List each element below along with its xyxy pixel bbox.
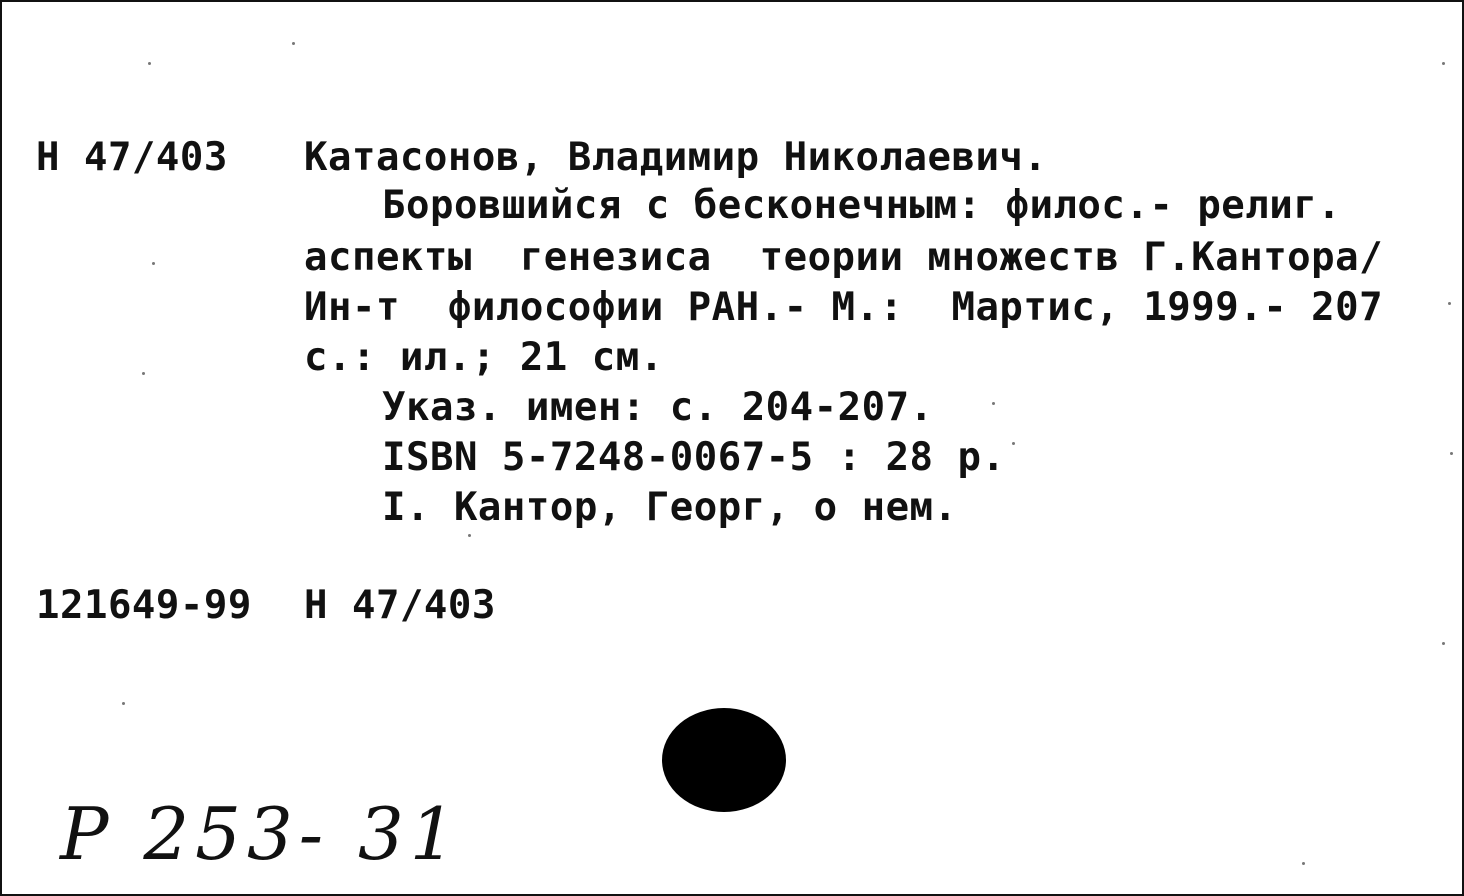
- scan-speck: [1448, 302, 1451, 305]
- scan-speck: [992, 402, 995, 405]
- scan-speck: [148, 62, 151, 65]
- isbn-line: ISBN 5-7248-0067-5 : 28 р.: [382, 435, 1006, 480]
- call-number-top: Н 47/403: [36, 135, 228, 180]
- call-number-bottom: Н 47/403: [304, 583, 496, 628]
- inventory-number: 121649-99: [36, 583, 252, 628]
- scan-speck: [122, 702, 125, 705]
- scan-speck: [1442, 62, 1445, 65]
- scan-speck: [1450, 452, 1453, 455]
- title-line-1: Боровшийся с бесконечным: филос.- религ.: [382, 183, 1342, 228]
- title-line-4: с.: ил.; 21 см.: [304, 335, 664, 380]
- scan-speck: [1302, 862, 1305, 865]
- handwritten-code: Р 253- 31: [60, 792, 462, 876]
- scan-speck: [142, 372, 145, 375]
- title-line-3: Ин-т философии РАН.- М.: Мартис, 1999.- 207: [304, 285, 1384, 330]
- index-note: Указ. имен: с. 204-207.: [382, 385, 934, 430]
- subject-entry: I. Кантор, Георг, о нем.: [382, 485, 958, 530]
- punch-hole: [662, 708, 786, 812]
- scan-speck: [292, 42, 295, 45]
- title-line-2: аспекты генезиса теории множеств Г.Кантора/: [304, 235, 1384, 280]
- scan-speck: [468, 534, 471, 537]
- scan-speck: [1442, 642, 1445, 645]
- scan-speck: [1012, 442, 1015, 445]
- scan-speck: [152, 262, 155, 265]
- author-name: Катасонов, Владимир Николаевич.: [304, 135, 1048, 180]
